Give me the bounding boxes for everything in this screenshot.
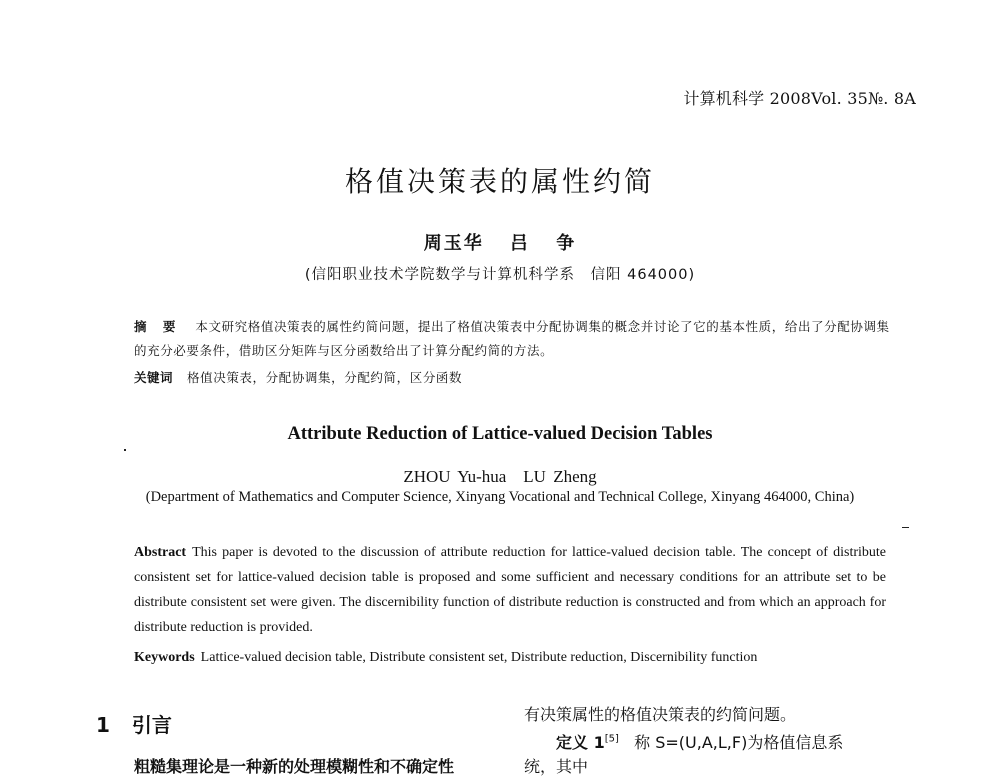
body-text-column2-line1: 有决策属性的格值决策表的约简问题。 (524, 705, 797, 724)
definition-citation: [5] (604, 733, 619, 745)
section-heading (96, 709, 172, 738)
body-text-column2-line3: 统，其中 (524, 757, 589, 776)
running-head: 计算机科学 2008Vol. 35№. 8A (683, 89, 916, 108)
authors-chinese: 周玉华 吕 争 (423, 233, 577, 254)
abstract-english-label: Abstract (134, 545, 187, 560)
scan-speck (124, 449, 126, 451)
authors-english: ZHOU Yu-hua LU Zheng (403, 467, 597, 486)
keywords-english (134, 645, 886, 670)
abstract-english (134, 540, 886, 640)
body-text-column1: 粗糙集理论是一种新的处理模糊性和不确定性 (134, 757, 455, 776)
abstract-chinese-label: 摘 要 (134, 319, 182, 334)
affiliation-english: (Department of Mathematics and Computer Science, Xinyang Vocational and Technical College, Xinyang 464000, China) (145, 489, 855, 505)
paper-title-english: Attribute Reduction of Lattice-valued Decision Tables (287, 424, 713, 444)
section-number: 1 (96, 713, 110, 737)
affiliation-chinese: (信阳职业技术学院数学与计算机科学系 信阳 464000) (304, 267, 696, 283)
definition-line (556, 730, 843, 753)
paper-title-chinese: 格值决策表的属性约简 (344, 165, 655, 198)
keywords-chinese-text: 格值决策表，分配协调集，分配约简，区分函数 (187, 370, 463, 385)
keywords-chinese-label: 关键词 (134, 370, 174, 385)
section-title: 引言 (131, 713, 172, 737)
keywords-english-label: Keywords (134, 650, 195, 665)
keywords-english-text: Lattice-valued decision table, Distribute consistent set, Distribute reduction, Discernibility function (200, 650, 758, 665)
abstract-chinese (134, 315, 894, 363)
definition-label: 定义 1 (556, 733, 605, 752)
definition-text: 称 S=(U,A,L,F)为格值信息系 (634, 733, 844, 752)
keywords-chinese (134, 366, 894, 390)
abstract-chinese-text: 本文研究格值决策表的属性约简问题，提出了格值决策表中分配协调集的概念并讨论了它的基本性质，给出了分配协调集的充分必要条件，借助区分矩阵与区分函数给出了计算分配约简的方法。 (134, 319, 890, 358)
scan-dash (902, 527, 909, 528)
abstract-english-text: This paper is devoted to the discussion of attribute reduction for lattice-valued decision table. The concept of distribute consistent set for lattice-valued decision table is proposed and some sufficient and necessary conditions for an attribute set to be distribute consistent set were given. The discernibility function of distribute reduction is constructed and from which an approach for distribute reduction is provided. (134, 545, 886, 635)
